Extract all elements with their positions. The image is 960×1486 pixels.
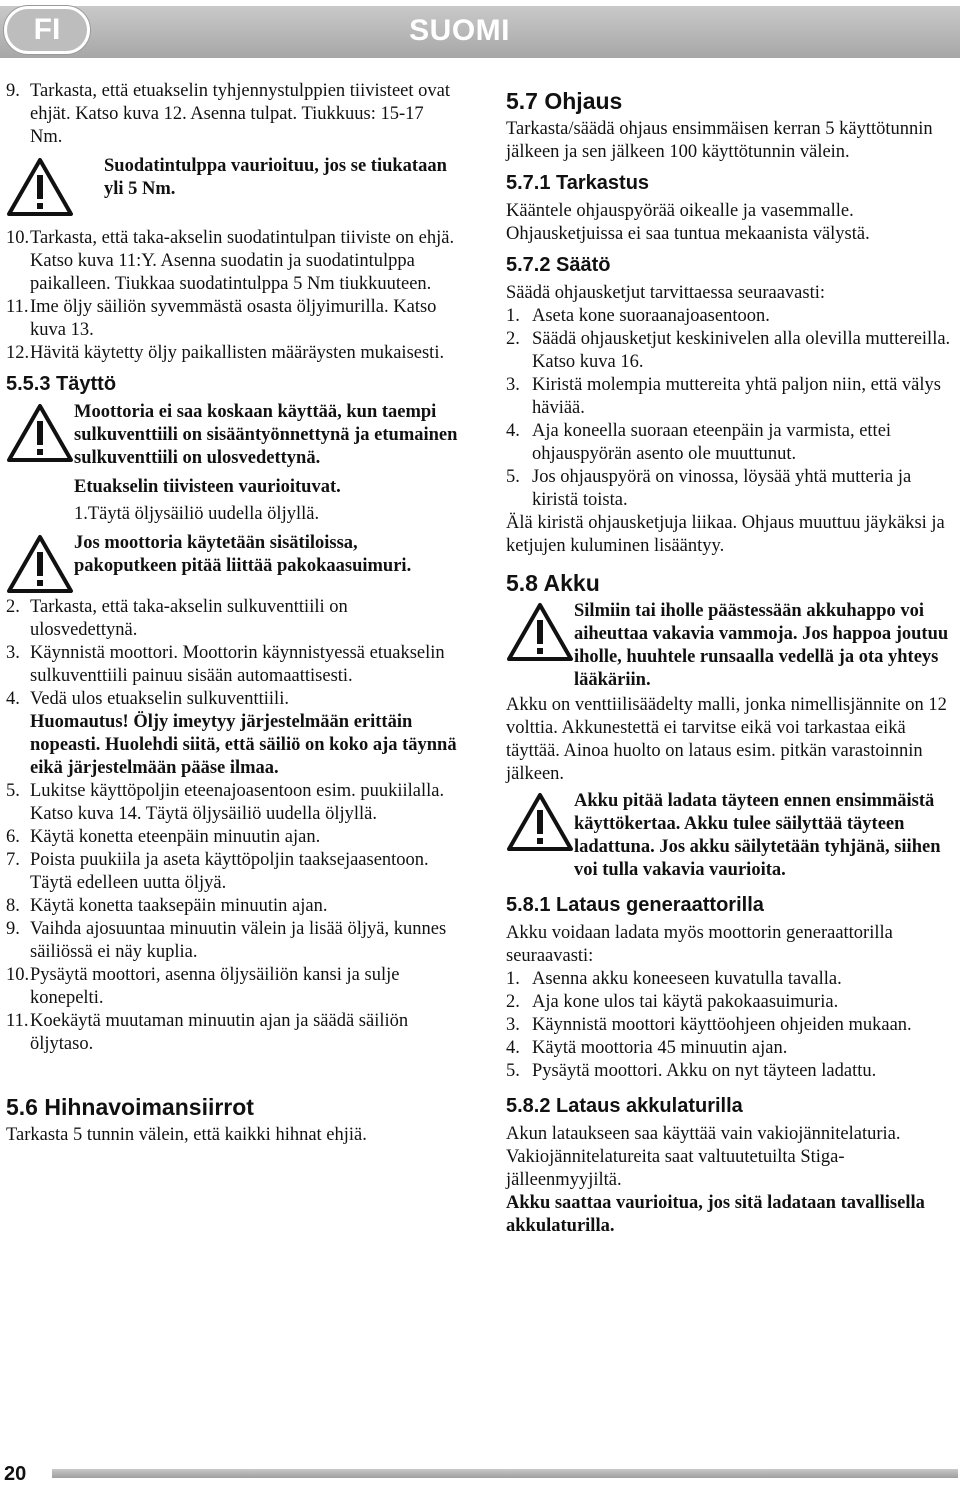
item-number: 9. bbox=[6, 81, 20, 101]
item-number: 4. bbox=[6, 689, 20, 709]
warning-triangle-icon bbox=[6, 157, 74, 217]
list-item bbox=[506, 1014, 954, 1037]
item-number: 11. bbox=[6, 297, 29, 317]
section-text: Tarkasta/säädä ohjaus ensimmäisen kerran 5 käyttötunnin jälkeen ja sen jälkeen 100 käyttötunnin välein. bbox=[506, 119, 933, 162]
item-number: 5. bbox=[6, 781, 20, 801]
list-item bbox=[506, 1037, 954, 1060]
item-number: 3. bbox=[6, 643, 20, 663]
list-item bbox=[6, 849, 458, 895]
list-item bbox=[6, 780, 458, 826]
item-text: Jos ohjauspyörä on vinossa, löysää yhtä mutteria ja kiristä toista. bbox=[532, 467, 912, 510]
warning-triangle-icon bbox=[506, 792, 574, 852]
section-text: Säädä ohjausketjut tarvittaessa seuraavasti: bbox=[506, 283, 826, 303]
item-text: Kiristä molempia muttereita yhtä paljon niin, että välys häviää. bbox=[532, 375, 941, 418]
item-number: 1. bbox=[506, 969, 520, 989]
warning-text: Akku saattaa vaurioitua, jos sitä ladataan tavallisella akkulaturilla. bbox=[506, 1193, 925, 1236]
item-text: Pysäytä moottori. Akku on nyt täyteen ladattu. bbox=[532, 1061, 877, 1081]
list-item bbox=[6, 895, 458, 918]
warning-text: Etuakselin tiivisteen vaurioituvat. bbox=[74, 477, 341, 497]
section-heading-taytto: 5.5.3 Täyttö bbox=[6, 373, 117, 395]
section-text: Älä kiristä ohjausketjuja liikaa. Ohjaus muuttuu jäykäksi ja ketjujen kuluminen lisääntyy. bbox=[506, 513, 945, 556]
note-text: Huomautus! Öljy imeytyy järjestelmään erittäin nopeasti. Huolehdi siitä, että säiliö on koko aja täynnä eikä järjestelmään pääse ilmaa. bbox=[30, 712, 457, 778]
section-heading-akku: 5.8 Akku bbox=[506, 570, 600, 596]
item-text: Koekäytä muutaman minuutin ajan ja säädä säiliön öljytaso. bbox=[30, 1011, 409, 1054]
item-text: Aja kone ulos tai käytä pakokaasuimuria. bbox=[532, 992, 839, 1012]
warning-block bbox=[6, 532, 458, 594]
item-text: Ime öljy säiliön syvemmästä osasta öljyimurilla. Katso kuva 13. bbox=[30, 297, 437, 340]
list-item bbox=[6, 918, 458, 964]
list-item bbox=[6, 80, 458, 149]
list-item bbox=[6, 642, 458, 688]
item-text: Käytä konetta taaksepäin minuutin ajan. bbox=[30, 896, 328, 916]
list-item bbox=[506, 374, 954, 420]
item-number: 5. bbox=[506, 467, 520, 487]
item-text: Vedä ulos etuakselin sulkuventtiili. bbox=[30, 689, 289, 709]
item-number: 3. bbox=[506, 375, 520, 395]
item-text: Säädä ohjausketjut keskinivelen alla olevilla muttereilla. Katso kuva 16. bbox=[532, 329, 951, 372]
warning-block bbox=[506, 600, 954, 692]
list-item bbox=[506, 466, 954, 512]
warning-triangle-icon bbox=[6, 403, 74, 463]
item-text: Poista puukiila ja aseta käyttöpoljin taaksejaasentoon. Täytä edelleen uutta öljyä. bbox=[30, 850, 429, 893]
warning-block bbox=[6, 155, 458, 217]
list-item bbox=[506, 968, 954, 991]
list-item bbox=[506, 420, 954, 466]
list-item bbox=[6, 596, 458, 642]
page-header bbox=[0, 0, 960, 60]
item-number: 9. bbox=[6, 919, 20, 939]
item-text: Pysäytä moottori, asenna öljysäiliön kansi ja sulje konepelti. bbox=[30, 965, 400, 1008]
list-item bbox=[6, 296, 458, 342]
item-number: 11. bbox=[6, 1011, 29, 1031]
item-text: Käynnistä moottori käyttöohjeen ohjeiden mukaan. bbox=[532, 1015, 912, 1035]
warning-text: Jos moottoria käytetään sisätiloissa, pakoputkeen pitää liittää pakokaasuimuri. bbox=[74, 533, 412, 576]
item-number: 3. bbox=[506, 1015, 520, 1035]
section-heading-saato: 5.7.2 Säätö bbox=[506, 254, 611, 276]
item-number: 2. bbox=[506, 329, 520, 349]
item-text: Käynnistä moottori. Moottorin käynnistyessä etuakselin sulkuventtiili painuu sisään automaattisesti. bbox=[30, 643, 445, 686]
item-number: 12. bbox=[6, 343, 30, 363]
warning-triangle-icon bbox=[6, 534, 74, 594]
section-text: Tarkasta 5 tunnin välein, että kaikki hihnat ehjiä. bbox=[6, 1125, 367, 1145]
item-number: 8. bbox=[6, 896, 20, 916]
left-column bbox=[6, 80, 458, 1147]
item-text: Käytä moottoria 45 minuutin ajan. bbox=[532, 1038, 788, 1058]
item-number: 4. bbox=[506, 1038, 520, 1058]
item-text: Aja koneella suoraan eteenpäin ja varmista, ettei ohjauspyörän asento ole muuttunut. bbox=[532, 421, 892, 464]
right-column bbox=[506, 80, 954, 1238]
item-text: Tarkasta, että taka-akselin suodatintulpan tiiviste on ehjä. Katso kuva 11:Y. Asenna suodatin ja suodatintulppa paikalleen. Tiukkaa suodatintulppa 5 Nm tiukkuuteen. bbox=[30, 228, 455, 294]
item-number: 2. bbox=[506, 992, 520, 1012]
list-item bbox=[6, 227, 458, 296]
list-item bbox=[6, 1010, 458, 1056]
list-item bbox=[6, 342, 458, 365]
warning-text: Suodatintulppa vaurioituu, jos se tiukataan yli 5 Nm. bbox=[104, 156, 447, 199]
item-text: Vaihda ajosuuntaa minuutin välein ja lisää öljyä, kunnes säiliössä ei näy kuplia. bbox=[30, 919, 447, 962]
list-item bbox=[506, 328, 954, 374]
item-text: Asenna akku koneeseen kuvatulla tavalla. bbox=[532, 969, 842, 989]
warning-text-group bbox=[74, 401, 458, 526]
warning-block bbox=[6, 401, 458, 526]
section-heading-lataus-generaattori: 5.8.1 Lataus generaattorilla bbox=[506, 894, 764, 916]
warning-text: Moottoria ei saa koskaan käyttää, kun taempi sulkuventtiili on sisääntyönnettynä ja etumainen sulkuventtiili on ulosvedettynä. bbox=[74, 402, 458, 468]
item-number: 6. bbox=[6, 827, 20, 847]
section-text: Kääntele ohjauspyörää oikealle ja vasemmalle. Ohjausketjuissa ei saa tuntua mekaanista välystä. bbox=[506, 201, 870, 244]
item-text: Hävitä käytetty öljy paikallisten määräysten mukaisesti. bbox=[30, 343, 445, 363]
section-text: Akun lataukseen saa käyttää vain vakiojännitelaturia. bbox=[506, 1124, 901, 1144]
item-text: Käytä konetta eteenpäin minuutin ajan. bbox=[30, 827, 321, 847]
footer-bar bbox=[52, 1469, 958, 1478]
item-number: 7. bbox=[6, 850, 20, 870]
item-text: Lukitse käyttöpoljin eteenajoasentoon esim. puukiilalla. Katso kuva 14. Täytä öljysäiliö uudella öljyllä. bbox=[30, 781, 445, 824]
warning-triangle-icon bbox=[506, 602, 574, 662]
section-text: Vakiojännitelatureita saat valtuutetuilta Stiga-jälleenmyyjiltä. bbox=[506, 1147, 845, 1190]
warning-block bbox=[506, 790, 954, 882]
language-badge: FI bbox=[4, 6, 90, 54]
page-number: 20 bbox=[4, 1463, 27, 1485]
section-heading-hihna: 5.6 Hihnavoimansiirrot bbox=[6, 1094, 254, 1120]
section-heading-lataus-akkulaturi: 5.8.2 Lataus akkulaturilla bbox=[506, 1095, 743, 1117]
item-number: 1. bbox=[506, 306, 520, 326]
item-text: Tarkasta, että etuakselin tyhjennystulppien tiivisteet ovat ehjät. Katso kuva 12. Asenna tulpat. Tiukkuus: 15-17 Nm. bbox=[30, 81, 450, 147]
step-text: 1.Täytä öljysäiliö uudella öljyllä. bbox=[74, 504, 320, 524]
item-text: Tarkasta, että taka-akselin sulkuventtiili on ulosvedettynä. bbox=[30, 597, 348, 640]
item-number: 10. bbox=[6, 965, 30, 985]
item-number: 2. bbox=[6, 597, 20, 617]
list-item bbox=[6, 826, 458, 849]
warning-text: Silmiin tai iholle päästessään akkuhappo voi aiheuttaa vakavia vammoja. Jos happoa joutuu iholle, huuhtele runsaalla vedellä ja ota yhteys lääkäriin. bbox=[574, 601, 949, 690]
item-number: 10. bbox=[6, 228, 30, 248]
list-item bbox=[6, 688, 458, 711]
section-heading-tarkastus: 5.7.1 Tarkastus bbox=[506, 172, 650, 194]
item-text: Aseta kone suoraanajoasentoon. bbox=[532, 306, 770, 326]
section-text: Akku on venttiilisäädelty malli, jonka nimellisjännite on 12 volttia. Akkunestettä ei tarvitse eikä voi tarkastaa eikä täyttää. Ainoa huolto on lataus esim. pitkän varastoinnin jälkeen. bbox=[506, 695, 947, 784]
list-item bbox=[506, 305, 954, 328]
list-item bbox=[506, 991, 954, 1014]
item-number: 5. bbox=[506, 1061, 520, 1081]
list-item bbox=[6, 964, 458, 1010]
item-number: 4. bbox=[506, 421, 520, 441]
list-item bbox=[506, 1060, 954, 1083]
section-heading-ohjaus: 5.7 Ohjaus bbox=[506, 88, 623, 114]
language-title: SUOMI bbox=[409, 14, 510, 47]
warning-text: Akku pitää ladata täyteen ennen ensimmäistä käyttökertaa. Akku tulee säilyttää täyteen ladattuna. Jos akku säilytetään tyhjänä, siihen voi tulla vakavia vaurioita. bbox=[574, 791, 941, 880]
section-text: Akku voidaan ladata myös moottorin generaattorilla seuraavasti: bbox=[506, 923, 893, 966]
